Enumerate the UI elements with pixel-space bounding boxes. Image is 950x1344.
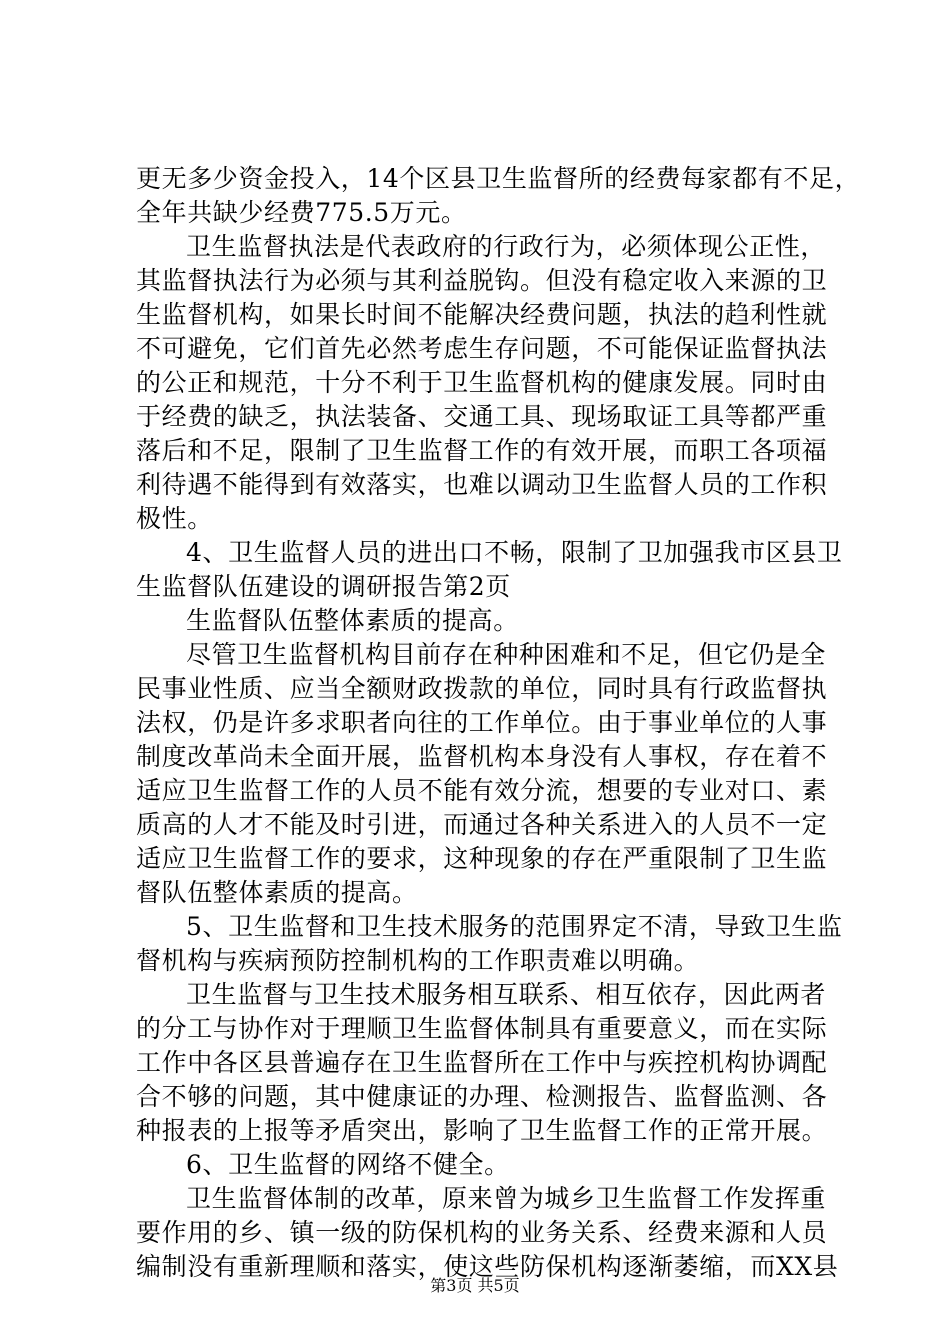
text-line: 工作中各区县普遍存在卫生监督所在工作中与疾控机构协调配 <box>136 1048 828 1077</box>
document-body <box>136 162 861 1284</box>
text-line: 利待遇不能得到有效落实，也难以调动卫生监督人员的工作积 <box>136 470 828 499</box>
text-line: 生监督机构，如果长时间不能解决经费问题，执法的趋利性就 <box>136 300 828 329</box>
text-line: 制度改革尚未全面开展，监督机构本身没有人事权，存在着不 <box>136 742 828 771</box>
text-line: 于经费的缺乏，执法装备、交通工具、现场取证工具等都严重 <box>136 402 828 431</box>
text-line: 种报表的上报等矛盾突出，影响了卫生监督工作的正常开展。 <box>136 1116 828 1145</box>
text-line: 落后和不足，限制了卫生监督工作的有效开展，而职工各项福 <box>136 436 828 465</box>
text-line: 卫生监督与卫生技术服务相互联系、相互依存，因此两者 <box>186 980 827 1009</box>
text-line: 极性。 <box>136 504 213 533</box>
text-line: 编制没有重新理顺和落实，使这些防保机构逐渐萎缩，而XX县 <box>136 1252 839 1281</box>
text-line: 民事业性质、应当全额财政拨款的单位，同时具有行政监督执 <box>136 674 828 703</box>
text-line: 其监督执法行为必须与其利益脱钩。但没有稳定收入来源的卫 <box>136 266 828 295</box>
text-line: 尽管卫生监督机构目前存在种种困难和不足，但它仍是全 <box>186 640 827 669</box>
text-line: 生监督队伍整体素质的提高。 <box>186 606 519 635</box>
page-footer: 第3页 共5页 <box>430 1276 520 1295</box>
text-line: 质高的人才不能及时引进，而通过各种关系进入的人员不一定 <box>136 810 828 839</box>
text-line: 合不够的问题，其中健康证的办理、检测报告、监督监测、各 <box>136 1082 828 1111</box>
text-line: 督机构与疾病预防控制机构的工作职责难以明确。 <box>136 946 700 975</box>
text-line: 法权，仍是许多求职者向往的工作单位。由于事业单位的人事 <box>136 708 828 737</box>
text-line: 卫生监督体制的改革，原来曾为城乡卫生监督工作发挥重 <box>186 1184 827 1213</box>
text-line: 适应卫生监督工作的人员不能有效分流，想要的专业对口、素 <box>136 776 828 805</box>
text-line: 卫生监督执法是代表政府的行政行为，必须体现公正性， <box>186 232 827 261</box>
text-line: 5、卫生监督和卫生技术服务的范围界定不清，导致卫生监 <box>186 912 843 941</box>
text-line: 要作用的乡、镇一级的防保机构的业务关系、经费来源和人员 <box>136 1218 828 1247</box>
text-line: 全年共缺少经费775.5万元。 <box>136 198 467 227</box>
text-line: 4、卫生监督人员的进出口不畅，限制了卫加强我市区县卫 <box>186 538 843 567</box>
text-line: 不可避免，它们首先必然考虑生存问题，不可能保证监督执法 <box>136 334 828 363</box>
text-line: 生监督队伍建设的调研报告第2页 <box>136 572 511 601</box>
text-line: 的公正和规范，十分不利于卫生监督机构的健康发展。同时由 <box>136 368 828 397</box>
text-line: 更无多少资金投入，14个区县卫生监督所的经费每家都有不足， <box>136 164 861 193</box>
text-line: 的分工与协作对于理顺卫生监督体制具有重要意义，而在实际 <box>136 1014 828 1043</box>
text-line: 适应卫生监督工作的要求，这种现象的存在严重限制了卫生监 <box>136 844 828 873</box>
text-line: 督队伍整体素质的提高。 <box>136 878 418 907</box>
text-line: 6、卫生监督的网络不健全。 <box>186 1150 510 1179</box>
